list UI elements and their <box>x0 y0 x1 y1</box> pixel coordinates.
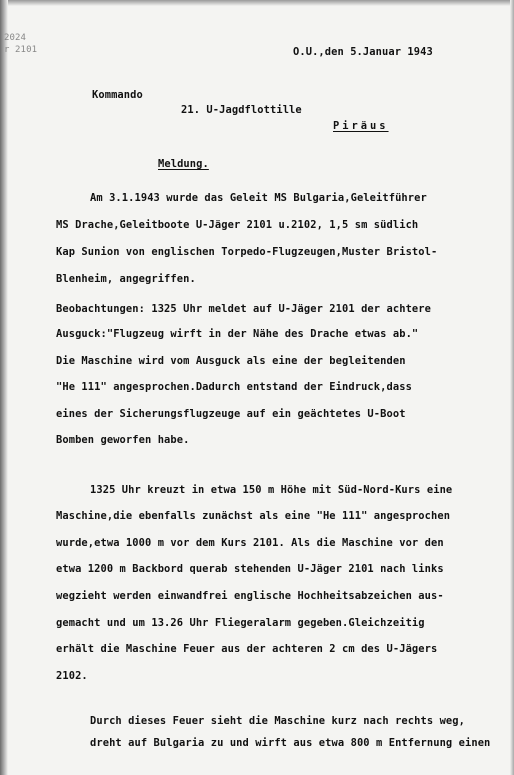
body-line: Die Maschine wird vom Ausguck als eine der begleitenden <box>56 355 406 367</box>
margin-note-1: 2024 <box>4 33 27 43</box>
body-line: dreht auf Bulgaria zu und wirft aus etwa 800 m Entfernung einen <box>90 737 491 749</box>
body-line: Durch dieses Feuer sieht die Maschine kurz nach rechts weg, <box>90 715 465 727</box>
body-line: gemacht und um 13.26 Uhr Fliegeralarm gegeben.Gleichzeitig <box>56 617 425 629</box>
body-line: 2102. <box>56 670 88 682</box>
page-edge-top <box>0 0 514 6</box>
body-line: MS Drache,Geleitboote U-Jäger 2101 u.2102, 1,5 sm südlich <box>56 219 419 231</box>
body-line: wurde,etwa 1000 m vor dem Kurs 2101. Als die Maschine vor den <box>56 537 444 549</box>
page-edge-right <box>510 0 514 775</box>
body-line: "He 111" angesprochen.Dadurch entstand der Eindruck,dass <box>56 381 412 393</box>
body-line: etwa 1200 m Backbord querab stehenden U-Jäger 2101 nach links <box>56 563 444 575</box>
body-line: Kap Sunion von englischen Torpedo-Flugzeugen,Muster Bristol- <box>56 246 438 258</box>
body-line: Blenheim, angegriffen. <box>56 273 196 285</box>
body-line: Bomben geworfen habe. <box>56 434 190 446</box>
body-line: erhält die Maschine Feuer aus der achteren 2 cm des U-Jägers <box>56 643 438 655</box>
margin-note-2: r 2101 <box>4 45 38 55</box>
body-line: Maschine,die ebenfalls zunächst als eine "He 111" angesprochen <box>56 510 451 522</box>
addressee-city: Piräus <box>333 120 389 132</box>
body-line: 1325 Uhr kreuzt in etwa 150 m Höhe mit Süd-Nord-Kurs eine <box>90 484 453 496</box>
addressee-kommando: Kommando <box>92 89 143 101</box>
body-line: eines der Sicherungsflugzeuge auf ein geächtetes U-Boot <box>56 408 406 420</box>
body-line: Am 3.1.1943 wurde das Geleit MS Bulgaria,Geleitführer <box>90 192 427 204</box>
document-title: Meldung. <box>158 158 209 170</box>
body-line: wegzieht werden einwandfrei englische Hochheitsabzeichen aus- <box>56 590 444 602</box>
page-edge-left <box>0 0 8 775</box>
addressee-flotilla: 21. U-Jagdflottille <box>181 104 302 116</box>
place-date: O.U.,den 5.Januar 1943 <box>293 46 433 58</box>
body-line: Ausguck:"Flugzeug wirft in der Nähe des Drache etwas ab." <box>56 328 419 340</box>
body-line: Beobachtungen: 1325 Uhr meldet auf U-Jäger 2101 der achtere <box>56 303 431 315</box>
